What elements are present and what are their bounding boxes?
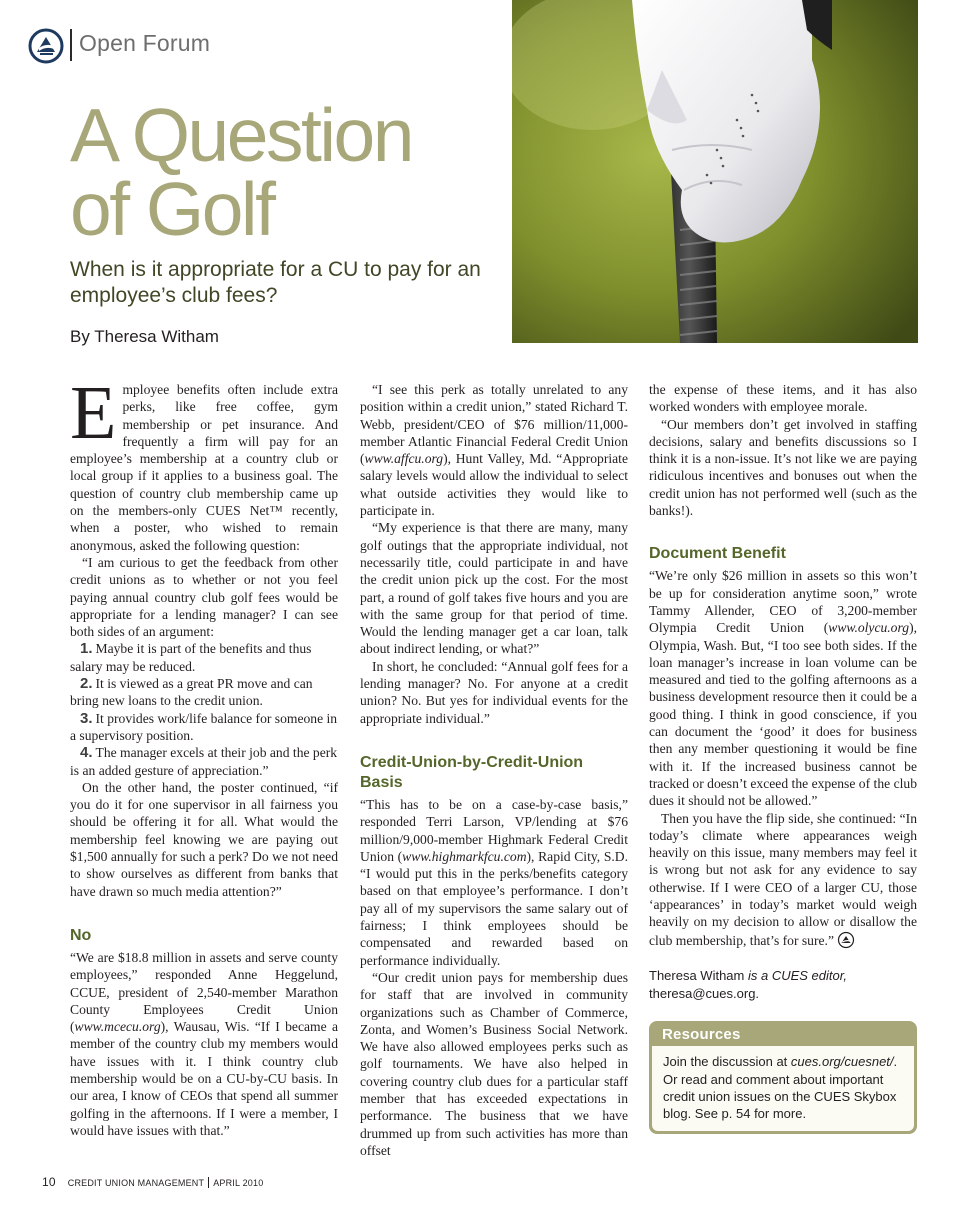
url-link[interactable]: www.highmarkfcu.com xyxy=(402,848,527,864)
paragraph: “My experience is that there are many, many golf outings that the appropriate individual, not necessarily title, could participate in and have the credit union pick up the cost. For the most part, a round of golf takes five hours and you are with the same group for that period of time. Would the lending manager get a car loan, talk about indirect lending, or what?” xyxy=(360,520,628,657)
column-1 xyxy=(70,371,338,1139)
resources-title: Resources xyxy=(662,1025,741,1043)
url-link[interactable]: cues.org/cuesnet/ xyxy=(790,1054,894,1070)
subhead-document-benefit: Document Benefit xyxy=(649,545,786,563)
paragraph: the expense of these items, and it has also worked wonders with employee morale. xyxy=(649,382,917,415)
golf-glove-photo xyxy=(512,0,918,343)
bio-email[interactable]: theresa@cues.org. xyxy=(649,985,760,1001)
resources-box xyxy=(649,1021,917,1134)
paragraph: Then you have the flip side, she continued: “In today’s climate where appearances weigh heavily on this issue, many members may feel it is wrong but not ask for any evidence to say otherwise. If I were CEO of a larger CU, those ‘appearances’ in today’s market would weigh heavily on my decision to allow or disallow the club membership, that’s for sure.” xyxy=(649,810,917,948)
byline: By Theresa Witham xyxy=(70,327,219,346)
section-title: Open Forum xyxy=(79,30,211,56)
issue-date: APRIL 2010 xyxy=(213,1178,264,1188)
paragraph: “We’re only $26 million in assets so this won’t be up for consideration anytime soon,” wrote Tammy Allender, CEO of 3,200-member Olympia Credit Union (www.olycu.org), Olympia, Wash. But, “I too see both sides. If the loan manager’s increase in loan volume can be measured and tied to the golfing afternoons as a business development resource then it could be a good thing. I think in good conscience, if you can document the ‘good’ it does for business then any member questioning it would be fine with it. If the increased business cannot be tracked or doesn’t exceed the expense of the club dues it should not be allowed.” xyxy=(649,568,917,809)
end-mark-icon xyxy=(837,931,855,949)
list-item: 3. It provides work/life balance for someone in a supervisory position. xyxy=(70,709,338,743)
magazine-name: CREDIT UNION MANAGEMENT xyxy=(67,1178,205,1188)
paragraph: On the other hand, the poster continued, “if you do it for one supervisor in all fairness you should be offering it for all. What would the membership feel knowing we are paying out $1,500 annually for such a perk? Do we not need to show ourselves as different from banks that have drawn so much media attention?” xyxy=(70,779,338,899)
article-title xyxy=(70,93,500,251)
list-item: 2. It is viewed as a great PR move and can bring new loans to the credit union. xyxy=(70,675,313,709)
title-line-1: A Question xyxy=(70,93,412,177)
title-line-2: of Golf xyxy=(70,167,274,251)
subhead-no: No xyxy=(70,926,92,944)
page-number: 10 xyxy=(42,1175,56,1189)
column-2 xyxy=(360,381,628,1159)
author-bio xyxy=(649,967,917,1003)
paragraph: Employee benefits often include extra perks, like free coffee, gym membership or pet insurance. And frequently a firm will pay for an employee’s membership at a country club or local group if it applies to a business goal. The question of country club membership came up on the members-only CUES Net™ recently, when a poster, who wished to remain anonymous, asked the following question: xyxy=(70,371,338,553)
cues-logo-icon xyxy=(28,28,64,64)
list-item: 1. Maybe it is part of the benefits and thus salary may be reduced. xyxy=(70,640,312,674)
bio-role: is a CUES editor, xyxy=(744,967,847,983)
footer-divider xyxy=(208,1177,209,1188)
paragraph: In short, he concluded: “Annual golf fees for a lending manager? No. For anyone at a credit union? No. But yes for individual events for the appropriate individual.” xyxy=(360,658,628,726)
header-divider xyxy=(70,29,72,61)
url-link[interactable]: www.olycu.org xyxy=(828,620,910,636)
paragraph: “Our members don’t get involved in staffing decisions, salary and benefits discussions so I think it is a non-issue. It’s not like we are paying ridiculous incentives and bonuses out when the credit union has not performed well (such as the banks!). xyxy=(649,416,917,519)
resources-body: Join the discussion at cues.org/cuesnet/. Or read and comment about important credit union issues on the CUES Skybox blog. See p. 54 for more. xyxy=(652,1046,914,1131)
column-3 xyxy=(649,381,917,1134)
paragraph: “I am curious to get the feedback from other credit unions as to whether or not you feel paying annual country club golf fees would be appropriate for a lending manager? I can see both sides of an argument: xyxy=(70,554,338,640)
bio-name: Theresa Witham xyxy=(649,967,745,983)
paragraph: “This has to be on a case-by-case basis,” responded Terri Larson, VP/lending at $76 million/9,000-member Highmark Federal Credit Union (www.highmarkfcu.com), Rapid City, S.D. “I would put this in the perks/benefits category based on that employee’s performance. I don’t pay all of my supervisors the same salary out of fairness; I think employees should be compensated and rewarded based on performance individually. xyxy=(360,796,628,968)
url-link[interactable]: www.affcu.org xyxy=(364,451,444,467)
paragraph: “I see this perk as totally unrelated to any position within a credit union,” stated Richard T. Webb, president/CEO of $76 million/11,000-member Atlantic Financial Federal Credit Union (www.affcu.org), Hunt Valley, Md. “Appropriate salary levels would allow the individual to select what outside activities they would like to participate in. xyxy=(360,382,628,519)
subhead-cu-basis: Credit-Union-by-Credit-Union Basis xyxy=(360,753,584,791)
article-deck: When is it appropriate for a CU to pay for an employee’s club fees? xyxy=(70,258,481,307)
paragraph: “Our credit union pays for membership dues for staff that are involved in community organizations such as Chamber of Commerce, Zonta, and Women’s Business Social Network. We have also allowed employees perks such as golf tournaments. We have also helped in covering country club dues for a particular staff member that has exceeded expectations in performance. The business that we have drummed up from such activities has more than offset xyxy=(360,969,628,1158)
paragraph: “We are $18.8 million in assets and serve county employees,” responded Anne Heggelund, CCUE, president of 2,540-member Marathon County Employees Credit Union (www.mcecu.org), Wausau, Wis. “If I became a member of the country club my members would have issues with it. I think country club membership would be on a CU-by-CU basis. In our area, I know of CEOs that spend all summer golfing in the afternoons. If I were a member, I would have issues with that.” xyxy=(70,949,338,1138)
list-item: 4. The manager excels at their job and the perk is an added gesture of appreciation.” xyxy=(70,744,338,778)
page-footer xyxy=(42,1175,263,1189)
drop-cap: E xyxy=(70,371,117,455)
url-link[interactable]: www.mcecu.org xyxy=(74,1019,161,1035)
